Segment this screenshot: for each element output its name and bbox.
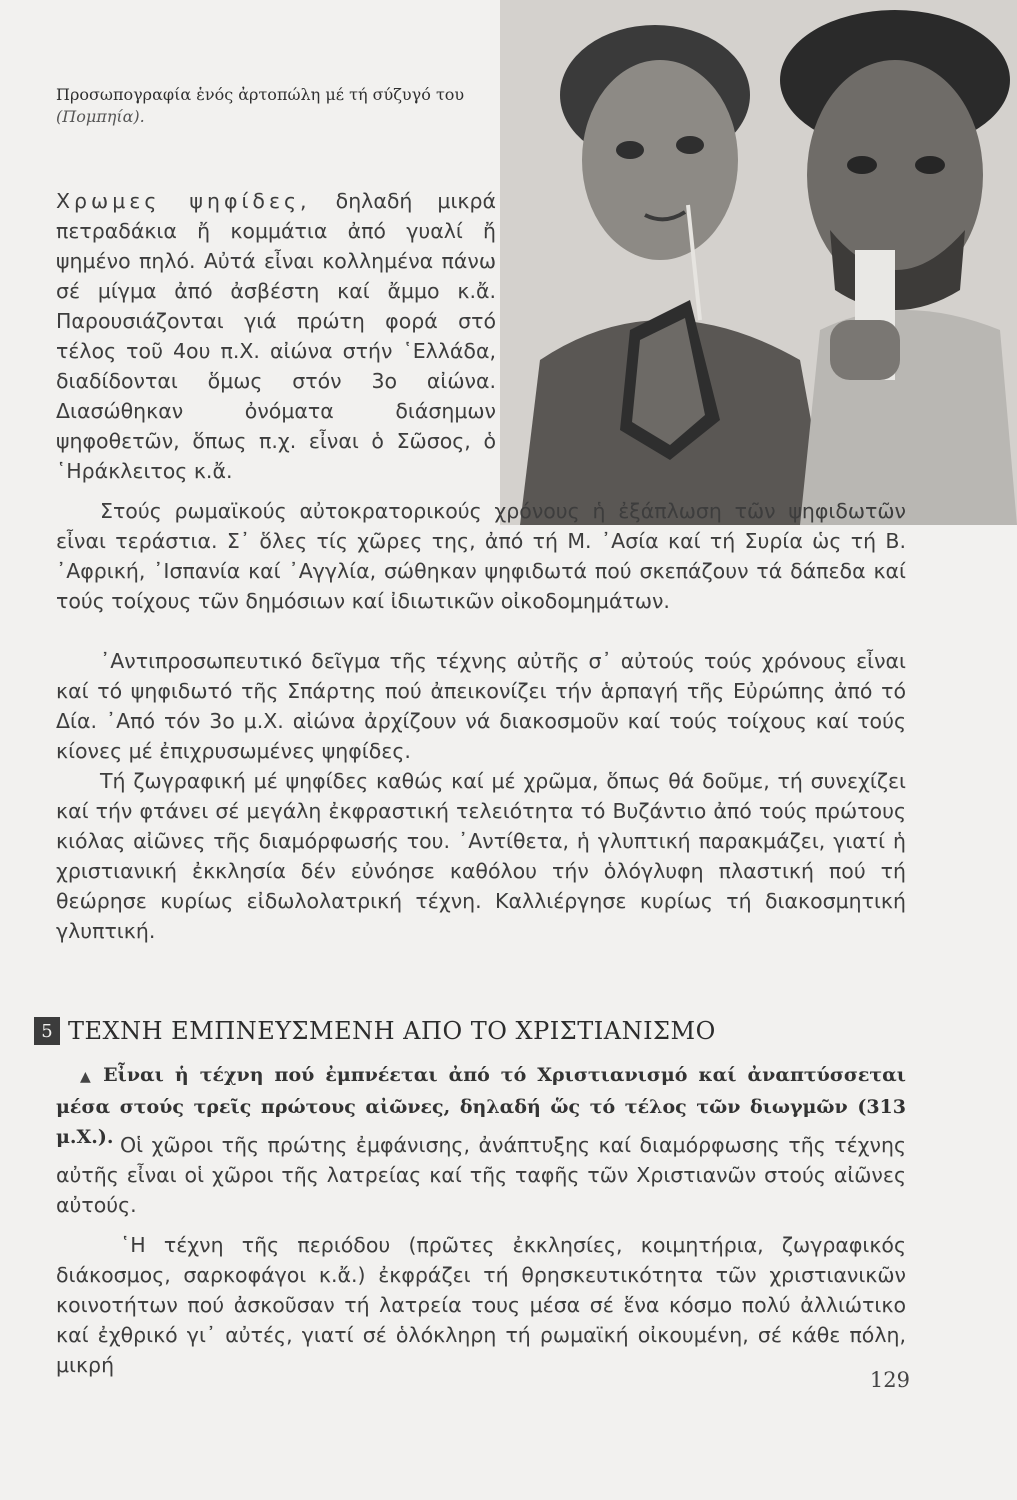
paragraph-worship-spaces: Οἱ χῶροι τῆς πρώτης ἐμφάνισης, ἀνάπτυξης καί διαμόρφωσης τῆς τέχνης αὐτῆς εἶναι οἱ χῶροι τῆς λατρείας καί τῆς ταφῆς τῶν Χριστιανῶν στούς αἰῶνες αὐτούς.	[56, 1133, 906, 1217]
section-title: ΤΕΧΝΗ ΕΜΠΝΕΥΣΜΕΝΗ ΑΠΟ ΤΟ ΧΡΙΣΤΙΑΝΙΣΜΟ	[68, 1017, 716, 1045]
paragraph-text: δηλαδή μικρά πετραδάκια ἤ κομμάτια ἀπό γυαλί ἤ ψημένο πηλό. Αὐτά εἶναι κολλημένα πάνω σέ μίγμα ἀπό ἀσβέστη καί ἄμμο κ.ἄ. Παρουσιάζονται γιά πρώτη φορά στό τέλος τοῦ 4ου π.Χ. αἰώνα στήν ῾Ελλάδα, διαδίδονται ὅμως στόν 3ο αἰώνα. Διασώθηκαν ὀνόματα διάσημων ψηφοθετῶν, ὅπως π.χ. εἶναι ὁ Σῶσος, ὁ ῾Ηράκλειτος κ.ἄ.	[56, 189, 497, 483]
caption-text: Προσωπογραφία ἑνός ἀρτοπώλη μέ τή σύζυγό του	[56, 85, 465, 104]
triangle-bullet-icon: ▲	[80, 1069, 96, 1085]
spaced-term: Χρωμες ψηφίδες,	[56, 189, 311, 213]
paragraph-byzantium: Τή ζωγραφική μέ ψηφίδες καθώς καί μέ χρῶμα, ὅπως θά δοῦμε, τή συνεχίζει καί τήν φτάνει σέ μεγάλη ἐκφραστική τελειότητα τό Βυζάντιο ἀπό τούς πρώτους κιόλας αἰῶνες τῆς διαμόρφωσής του. ᾿Αντίθετα, ἡ γλυπτική παρακμάζει, γιατί ἡ χριστιανική ἐκκλησία δέν εὐνόησε καθόλου τήν ὁλόγλυφη πλαστική πού τή θεώρησε κυρίως εἰδωλολατρική τέχνη. Καλλιέργησε κυρίως τή διακοσμητική γλυπτική.	[56, 769, 906, 943]
fresco-portrait-image	[500, 0, 1017, 525]
paragraph-sparta-mosaic: ᾿Αντιπροσωπευτικό δεῖγμα τῆς τέχνης αὐτῆς σ᾽ αὐτούς τούς χρόνους εἶναι καί τό ψηφιδωτό τῆς Σπάρτης πού ἀπεικονίζει τήν ἁρπαγή τῆς Εὐρώπης ἀπό τό Δία. ᾿Από τόν 3ο μ.Χ. αἰώνα ἀρχίζουν νά διακοσμοῦν καί τούς τοίχους καί τούς κίονες μέ ἐπιχρυσωμένες ψηφίδες.	[56, 649, 906, 763]
section-heading	[34, 1014, 934, 1048]
figure-caption	[56, 84, 496, 128]
paragraph-mosaic-tesserae	[56, 186, 496, 486]
paragraph-roman-mosaics: Στούς ρωμαϊκούς αὐτοκρατορικούς χρόνους ἡ ἐξάπλωση τῶν ψηφιδωτῶν εἶναι τεράστια. Σ᾽ ὅλες τίς χῶρες της, ἀπό τή Μ. ᾿Ασία καί τή Συρία ὡς τή Β. ᾿Αφρική, ᾿Ισπανία καί ᾿Αγγλία, σώθηκαν ψηφιδωτά πού σκεπάζουν τά δάπεδα καί τούς τοίχους τῶν δημόσιων καί ἰδιωτικῶν οἰκοδομημάτων.	[56, 499, 906, 613]
page-number: 129	[869, 1368, 910, 1392]
paragraph-period-art: ῾Η τέχνη τῆς περιόδου (πρῶτες ἐκκλησίες, κοιμητήρια, ζωγραφικός διάκοσμος, σαρκοφάγοι κ.ἄ.) ἐκφράζει τή θρησκευτικότητα τῶν χριστιανικῶν κοινοτήτων πού ἀσκοῦσαν τή λατρεία τους μέσα σέ ἕνα κόσμο πολύ ἀλλιώτικο καί ἐχθρικό γι᾽ αὐτές, γιατί σέ ὁλόκληρη τή ρωμαϊκή οἰκουμένη, σέ κάθε πόλη, μικρή	[56, 1233, 906, 1377]
section-number-badge: 5	[34, 1017, 60, 1045]
lead-text: Εἶναι ἡ τέχνη πού ἐμπνέεται ἀπό τό Χριστιανισμό καί ἀναπτύσσεται μέσα στούς τρεῖς πρώτους αἰῶνες, δηλαδή ὥς τό τέλος τῶν διωγμῶν (313 μ.Χ.).	[56, 1064, 906, 1148]
caption-place: (Πομπηία).	[56, 107, 145, 126]
